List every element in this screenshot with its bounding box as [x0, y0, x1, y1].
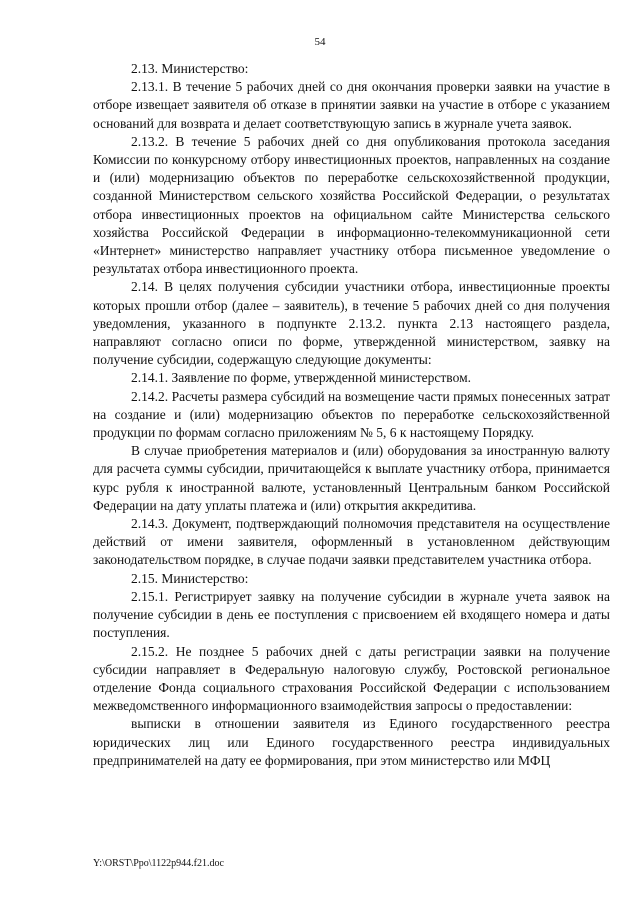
paragraph: 2.13.1. В течение 5 рабочих дней со дня окончания проверки заявки на участие в отборе извещает заявителя об отказе в принятии заявки на участие в отборе с указанием оснований для возврата и делает соответствующую запись в журнале учета заявок.	[93, 79, 610, 131]
paragraph: 2.14.1. Заявление по форме, утвержденной министерством.	[131, 370, 471, 386]
paragraph: 2.15.1. Регистрирует заявку на получение субсидии в журнале учета заявок на получение субсидии в день ее поступления с присвоением ей входящего номера и даты поступления.	[93, 588, 610, 641]
paragraph: 2.14.3. Документ, подтверждающий полномочия представителя на осуществление действий от имени заявителя, оформленный в установленном действующим законодательством порядке, в случае подачи заявки представителем участника отбора.	[93, 516, 610, 568]
document-body	[93, 60, 610, 770]
paragraph: 2.14. В целях получения субсидии участники отбора, инвестиционные проекты которых прошли отбор (далее – заявитель), в течение 5 рабочих дней со дня получения уведомления, указанного в подпункте 2.13.2. пункта 2.13 настоящего раздела, направляют согласно описи по форме, утвержденной министерством, заявку на получение субсидии, содержащую следующие документы:	[93, 279, 610, 368]
paragraph: 2.15.2. Не позднее 5 рабочих дней с даты регистрации заявки на получение субсидии направляет в Федеральную налоговую службу, Ростовской региональное отделение Фонда социального страхования Российской Федерации с использованием межведомственного информационного взаимодействия запросы о предоставлении:	[93, 643, 610, 714]
paragraph: 2.14.2. Расчеты размера субсидий на возмещение части прямых понесенных затрат на создание и (или) модернизацию объектов по переработке сельскохозяйственной продукции по формам согласно приложениям № 5, 6 к настоящему Порядку.	[93, 388, 610, 441]
paragraph: 2.13.2. В течение 5 рабочих дней со дня опубликования протокола заседания Комиссии по конкурсному отбору инвестиционных проектов, направленных на создание и (или) модернизацию объектов по переработке сельскохозяйственной продукции, созданной Министерством сельского хозяйства Российской Федерации, о результатах отбора инвестиционных проектов на официальном сайте Министерства сельского хозяйства Российской Федерации в информационно-телекоммуникационной сети «Интернет» министерство направляет участнику отбора письменное уведомление о результатах отбора инвестиционного проекта.	[93, 133, 610, 277]
paragraph: В случае приобретения материалов и (или) оборудования за иностранную валюту для расчета суммы субсидии, причитающейся к выплате участнику отбора, принимается курс рубля к иностранной валюте, установленный Центральным банком Российской Федерации на дату уплаты платежа и (или) открытия аккредитива.	[93, 443, 610, 513]
paragraph: 2.13. Министерство:	[131, 61, 249, 76]
footer-file-path: Y:\ORST\Ppo\1122p944.f21.doc	[93, 858, 224, 869]
paragraph: выписки в отношении заявителя из Единого государственного реестра юридических лиц или Единого государственного реестра индивидуальных предпринимателей на дату ее формирования, при этом министерство или МФЦ	[93, 716, 610, 768]
paragraph: 2.15. Министерство:	[131, 570, 249, 586]
page-number: 54	[314, 36, 326, 48]
